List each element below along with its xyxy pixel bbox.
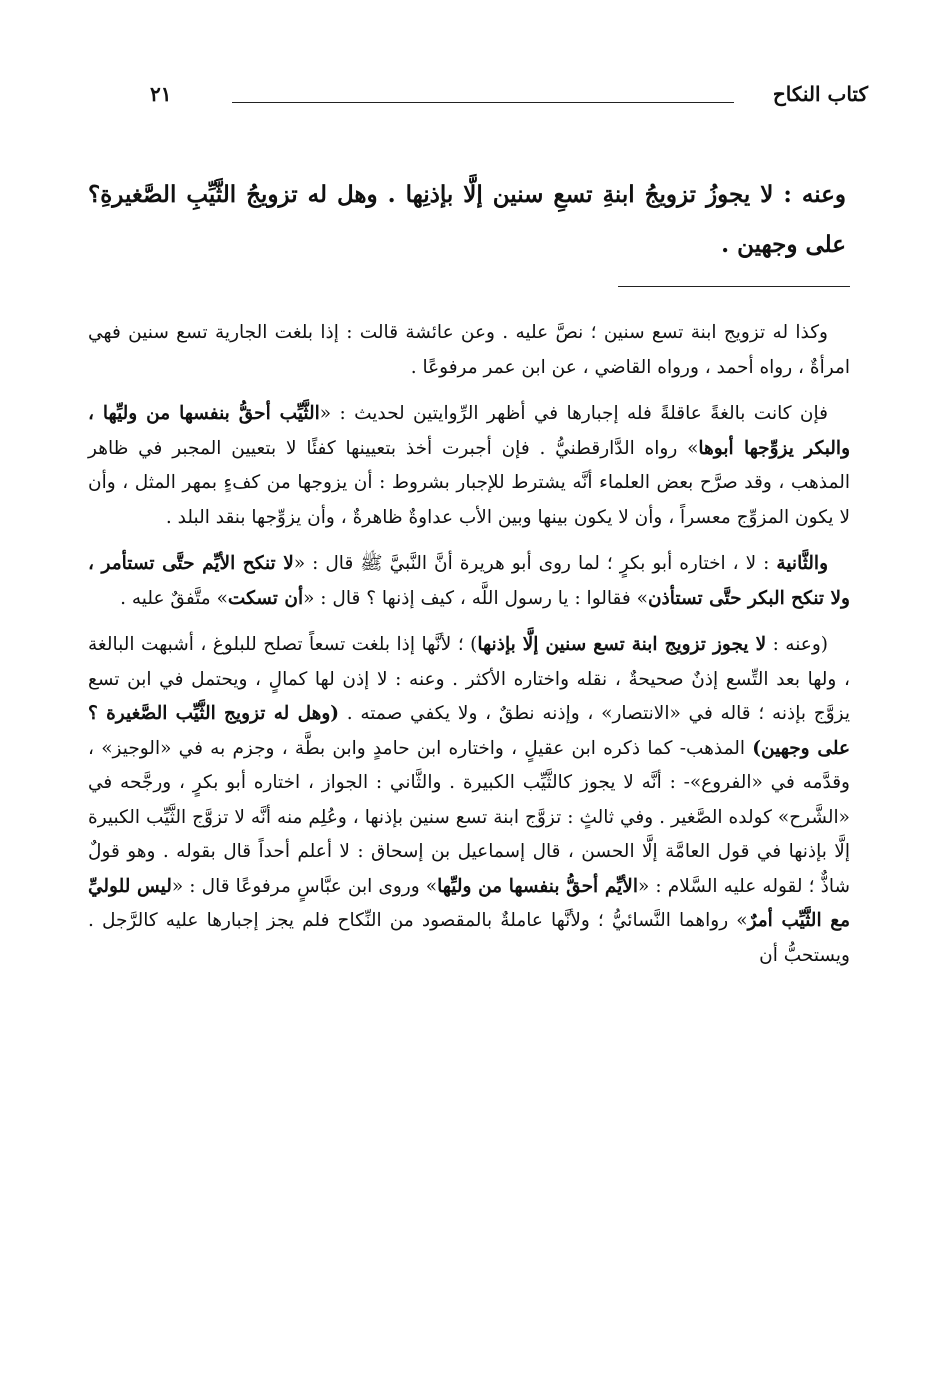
hadith-quote: الأيِّم أحقُّ بنفسها من وليِّها [437,875,638,897]
matn-text: وعنه : لا يجوزُ تزويجُ ابنةِ تسعِ سنين إلَّا بإذنِها . وهل له تزويجُ الثَّيِّبِ الصَّغيرةِ؟ على وجهين . [88,181,846,258]
hadith-quote: أن تسكت [227,587,304,609]
hadith-quote: لا تنكح الأيِّم حتَّى تستأمر ، ولا تنكح البكر حتَّى تستأذن [88,553,850,609]
separator-rule [618,286,850,287]
text-run: » وروى ابن عبَّاسٍ مرفوعًا قال : « [171,875,438,897]
text-run: المذهب- كما ذكره ابن عقيلٍ ، واختاره ابن حامدٍ وابن بطَّة ، وجزم به في «الوجيز» ، وقدَّمه في «الفروع»- : أنَّه لا يجوز كالثَّيِّب الكبيرة . والثَّاني : الجواز ، اختاره أبو بكرٍ ، ورجَّحه في «الشَّرح» كولده الصَّغير . وفي ثالثٍ : تزوَّج ابنة تسع سنين بإذنها ، وعُلِم منه أنَّه لا تزوَّج الثَّيِّب الكبيرة إلَّا بإذنها في قول العامَّة إلَّا الحسن ، قال إسماعيل بن إسحاق : لا أعلم أحداً قال بقوله . وهو قولٌ شاذٌّ ؛ لقوله عليه السَّلام : « [88,737,850,897]
text-run: فإن كانت بالغةً عاقلةً فله إجبارها في أظهر الرِّوايتين لحديث : « [319,403,828,424]
commentary-paragraph-4 [88,628,850,973]
matn-quote: لا يجوز تزويج ابنة تسع سنين إلَّا بإذنها [477,634,767,655]
running-head-title: كتاب النكاح [772,82,868,106]
bold-term: والثَّانية [776,553,829,574]
matn-quote: (وهل له تزويج الثَّيِّب الصَّغيرة ؟ على وجهين) [88,703,850,759]
page-header [150,82,868,118]
page-number: ٢١ [150,82,172,106]
text-run: : لا ، اختاره أبو بكرٍ ؛ لما روى أبو هريرة أنَّ النَّبيَّ ﷺ قال : « [293,553,777,574]
hadith-quote: ليس للوليِّ مع الثَّيِّب أمرٌ [88,875,850,931]
text-run: ) ؛ لأنَّها إذا بلغت تسعاً تصلح للبلوغ ، أشبهت البالغة ، ولها بعد التِّسع إذنٌ صحيحةٌ ، نقله واختاره الأكثر . وعنه : لا إذن لها كمالٍ ، ويحتمل في ابن تسع يزوَّج بإذنه ؛ قاله في «الانتصار» ، وإذنه نطقٌ ، ولا يكفي صمته . [88,634,850,724]
text-run: » متَّفقٌ عليه . [120,587,228,609]
commentary-paragraph-3 [88,547,850,616]
commentary-paragraph-1: وكذا له تزويج ابنة تسع سنين ؛ نصَّ عليه . وعن عائشة قالت : إذا بلغت الجارية تسع سنين فهي امرأةٌ ، رواه أحمد ، ورواه القاضي ، عن ابن عمر مرفوعًا . [88,322,850,378]
header-rule [232,102,734,103]
commentary [88,316,850,973]
text-run: » رواه الدَّارقطنيُّ . فإن أجبرت أخذ بتعيينها كفئًا لا بتعيين المجبر في ظاهر المذهب ، وقد صرَّح بعض العلماء أنَّه يشترط للإجبار بشروط : أن يزوجها من كفءٍ بمهر المثل ، وأن لا يكون المزوِّج معسراً ، وأن لا يكون بينها وبين الأب عداوةٌ ظاهرةٌ ، وأن يزوِّجها بنقد البلد . [88,437,850,528]
text-run: (وعنه : [766,634,828,655]
text-run: » فقالوا : يا رسول اللَّه ، كيف إذنها ؟ قال : « [303,587,648,609]
hadith-quote: الثَّيِّب أحقُّ بنفسها من وليِّها ، والبكر يزوِّجها أبوها [88,403,851,459]
text-run: » رواهما النَّسائيُّ ؛ ولأنَّها عاملةٌ بالمقصود من النِّكاح فلم يجز إجبارها عليه كالرَّجل . ويستحبُّ أن [88,910,850,966]
commentary-paragraph-2 [88,397,850,535]
